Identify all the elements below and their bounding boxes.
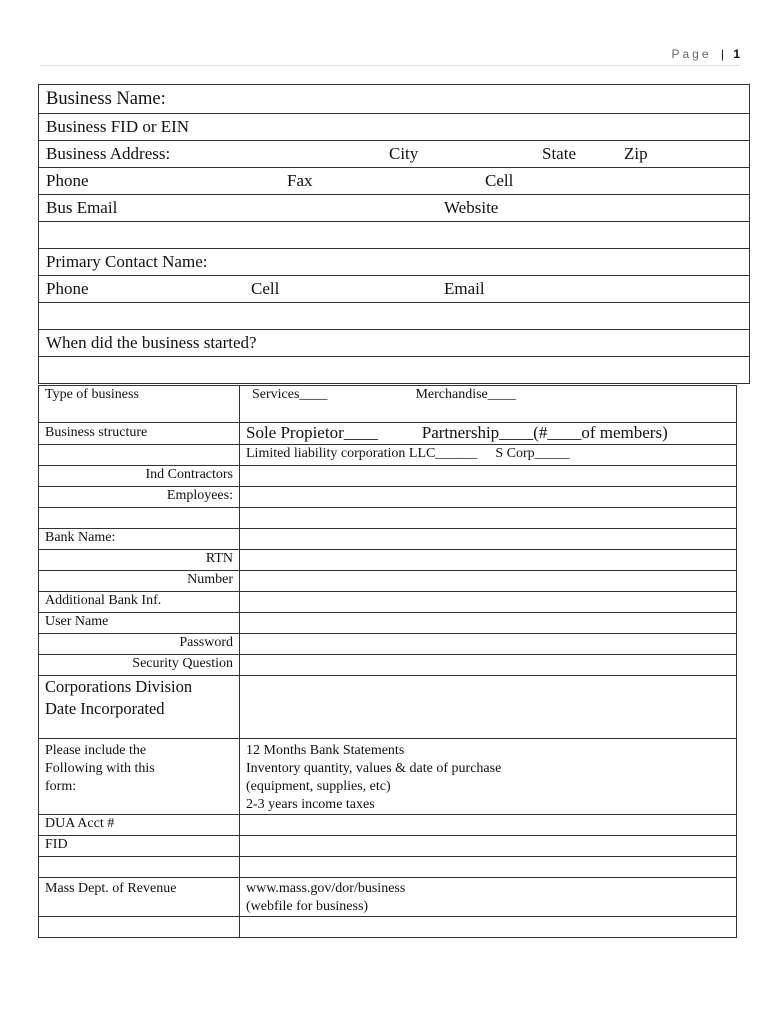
blank-row-4 [39,508,737,529]
business-fid-field[interactable] [39,114,750,141]
business-name-row [39,85,750,114]
blank-field-5[interactable] [240,857,737,878]
employees-label: Employees: [39,487,240,508]
contact-email-label: Email [444,279,485,298]
blank-row-3 [39,357,750,384]
blank-label-4 [39,508,240,529]
email-row [39,195,750,222]
blank-row-1 [39,222,750,249]
security-question-label: Security Question [39,655,240,676]
bank-name-label: Bank Name: [39,529,240,550]
include-item: 12 Months Bank Statements [246,743,405,758]
employees-row [39,487,737,508]
type-of-business-row [39,386,737,423]
llc-blank-cell [39,445,240,466]
blank-cell-2[interactable] [39,303,750,330]
rtn-field[interactable] [240,550,737,571]
started-label: When did the business started? [46,333,257,352]
password-field[interactable] [240,634,737,655]
mass-dept-url[interactable]: www.mass.gov/dor/business [246,881,406,896]
primary-contact-field[interactable] [39,249,750,276]
s-corp-option[interactable]: S Corp_____ [495,446,570,461]
rtn-row [39,550,737,571]
bank-name-row [39,529,737,550]
bus-email-field[interactable] [39,195,750,222]
number-field[interactable] [240,571,737,592]
llc-row [39,445,737,466]
page-word: Page [671,47,712,61]
number-label: Number [39,571,240,592]
contact-phone-row [39,276,750,303]
ind-contractors-label: Ind Contractors [39,466,240,487]
password-label: Password [39,634,240,655]
llc-option[interactable]: Limited liability corporation LLC______ [246,446,478,461]
include-list [240,739,737,815]
blank-label-6 [39,917,240,938]
contact-cell-label: Cell [251,279,280,298]
dua-acct-label: DUA Acct # [39,815,240,836]
mass-dept-label: Mass Dept. of Revenue [39,878,240,917]
bus-email-label: Bus Email [46,198,118,217]
additional-bank-row [39,592,737,613]
please-include-line2: Following with this [45,761,155,776]
business-address-label: Business Address: [46,144,171,163]
corp-division-line2: Date Incorporated [45,699,165,718]
please-include-line1: Please include the [45,743,147,758]
include-item: 2-3 years income taxes [246,797,375,812]
corporations-division-label [39,676,240,739]
primary-contact-label: Primary Contact Name: [46,252,208,271]
blank-row-2 [39,303,750,330]
merchandise-option[interactable]: Merchandise____ [415,387,516,402]
date-incorporated-field[interactable] [240,676,737,739]
please-include-line3: form: [45,779,77,794]
blank-field-6[interactable] [240,917,737,938]
partnership-option[interactable]: Partnership____(#____of members) [421,423,668,442]
user-name-label: User Name [39,613,240,634]
user-name-field[interactable] [240,613,737,634]
business-info-table [38,84,750,384]
phone-field[interactable] [39,168,750,195]
blank-row-5 [39,857,737,878]
header-rule [40,65,740,66]
include-item: (equipment, supplies, etc) [246,779,391,794]
dua-acct-field[interactable] [240,815,737,836]
business-fid-row [39,114,750,141]
fax-label: Fax [287,171,313,190]
page-number: 1 [733,47,740,61]
business-name-field[interactable] [39,85,750,114]
security-question-field[interactable] [240,655,737,676]
blank-label-5 [39,857,240,878]
cell-label: Cell [485,171,514,190]
fid-label: FID [39,836,240,857]
employees-field[interactable] [240,487,737,508]
fid-row [39,836,737,857]
corp-division-line1: Corporations Division [45,677,193,696]
city-label: City [389,144,419,163]
dua-acct-row [39,815,737,836]
contact-phone-field[interactable] [39,276,750,303]
business-fid-label: Business FID or EIN [46,117,190,136]
started-field[interactable] [39,330,750,357]
started-row [39,330,750,357]
mass-dept-row [39,878,737,917]
mass-dept-info [240,878,737,917]
business-structure-row [39,423,737,445]
website-label: Website [444,198,499,217]
business-name-label: Business Name: [46,88,166,109]
fid-field[interactable] [240,836,737,857]
sole-proprietor-option[interactable]: Sole Propietor____ [246,423,378,442]
llc-options[interactable] [240,445,737,466]
corporations-division-row [39,676,737,739]
blank-cell-3[interactable] [39,357,750,384]
page-separator: | [720,47,724,61]
blank-row-6 [39,917,737,938]
additional-bank-field[interactable] [240,592,737,613]
business-address-field[interactable] [39,141,750,168]
please-include-label [39,739,240,815]
contact-phone-label: Phone [46,279,89,298]
blank-field-4[interactable] [240,508,737,529]
additional-bank-label: Additional Bank Inf. [39,592,240,613]
bank-name-field[interactable] [240,529,737,550]
security-question-row [39,655,737,676]
business-address-row [39,141,750,168]
type-of-business-label: Type of business [39,386,240,423]
blank-cell-1[interactable] [39,222,750,249]
business-structure-options[interactable] [240,423,737,445]
please-include-row [39,739,737,815]
type-of-business-options[interactable] [240,386,737,423]
page-header [671,47,740,61]
ind-contractors-field[interactable] [240,466,737,487]
zip-label: Zip [624,144,648,163]
include-item: Inventory quantity, values & date of purchase [246,761,502,776]
business-details-table [38,385,737,938]
phone-row [39,168,750,195]
user-name-row [39,613,737,634]
primary-contact-row [39,249,750,276]
password-row [39,634,737,655]
number-row [39,571,737,592]
business-structure-label: Business structure [39,423,240,445]
services-option[interactable]: Services____ [252,387,328,402]
rtn-label: RTN [39,550,240,571]
phone-label: Phone [46,171,89,190]
ind-contractors-row [39,466,737,487]
state-label: State [542,144,576,163]
mass-dept-note: (webfile for business) [246,899,369,914]
